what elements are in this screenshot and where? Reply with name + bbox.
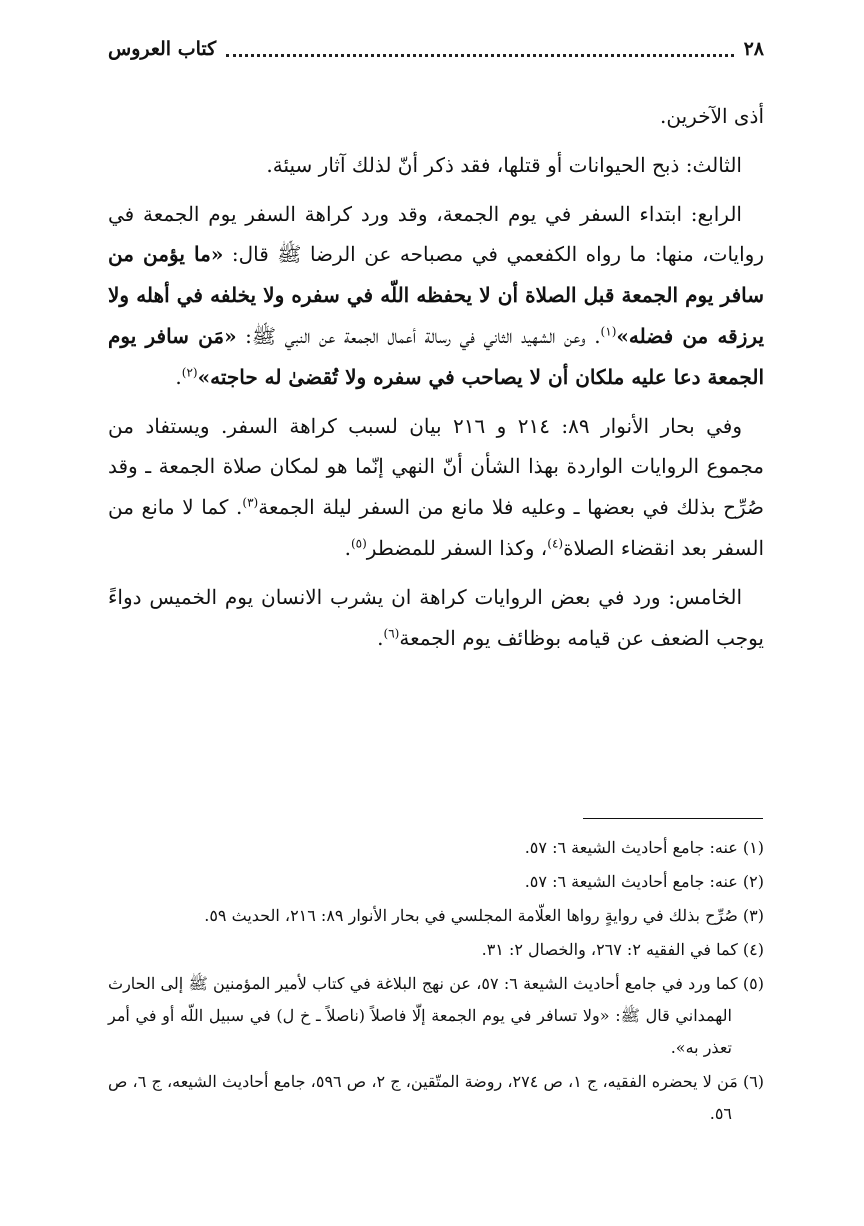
main-text: [108, 96, 764, 666]
paragraph-4-text-b: . كما لا مانع من السفر بعد انقضاء الصلاة: [108, 495, 764, 560]
footnote-5: (٥) كما ورد في جامع أحاديث الشيعة ٦: ٥٧، عن نهج البلاغة في كتاب لأمير المؤمنين ﷺ إلى الحارث الهمداني قال ﷺ: «ولا تسافر في يوم الجمعة إلّا فاصلاً (ناصلاً ـ خ ل) في سبيل اللّه أو في أمر تعذر به».: [108, 974, 765, 1057]
running-header: [108, 32, 764, 66]
footnote-ref-2[interactable]: (٢): [181, 365, 198, 380]
paragraph-1: أذى الآخرين.: [660, 104, 764, 128]
footnote-6: (٦) مَن لا يحضره الفقيه، ج ١، ص ٢٧٤، روضة المتّقين، ج ٢، ص ٥٩٦، جامع أحاديث الشيعه، ج ٦، ص ٥٦.: [108, 1072, 765, 1123]
paragraph-5-end: .: [377, 625, 384, 650]
book-title: كتاب العروس: [108, 38, 217, 60]
paragraph-3: [108, 194, 764, 398]
paragraph-5-text: الخامس: ورد في بعض الروايات كراهة ان يشرب الانسان يوم الخميس دواءً يوجب الضعف عن قيامه بوظائف يوم الجمعة: [108, 584, 764, 650]
header-leader-dots: [226, 54, 733, 57]
paragraph-3-text-a: الرابع: ابتداء السفر في يوم الجمعة، وقد ورد كراهة السفر يوم الجمعة في روايات، منها: ما رواه الكفعمي في مصباحه عن الرضا ﷺ قال:: [108, 201, 764, 267]
footnote-ref-6[interactable]: (٦): [383, 625, 400, 640]
paragraph-3-end: .: [175, 364, 182, 389]
paragraph-4: [108, 406, 764, 569]
footnote-3: (٣) صُرِّح بذلك في روايةٍ رواها العلّامة المجلسي في بحار الأنوار ٨٩: ٢١٦، الحديث ٥٩.: [204, 906, 764, 925]
footnote-ref-1[interactable]: (١): [600, 324, 617, 339]
paragraph-5: [108, 577, 764, 659]
paragraph-4-end: .: [344, 535, 351, 560]
footnote-2: (٢) عنه: جامع أحاديث الشيعة ٦: ٥٧.: [524, 872, 764, 891]
footnote-1: (١) عنه: جامع أحاديث الشيعة ٦: ٥٧.: [524, 838, 764, 857]
footnote-ref-5[interactable]: (٥): [350, 536, 367, 551]
footnotes: [108, 832, 764, 1132]
paragraph-4-text-c: ، وكذا السفر للمضطر: [366, 535, 548, 560]
footnote-ref-4[interactable]: (٤): [547, 536, 564, 551]
quote-rida: «ما يؤمن من سافر يوم الجمعة قبل الصلاة أن لا يحفظه اللّه في سفره ولا يخلفه في أهله ولا يرزقه من فضله»: [108, 242, 765, 348]
book-page: [108, 0, 764, 1226]
footnote-separator: [583, 818, 763, 819]
footnote-4: (٤) كما في الفقيه ٢: ٢٦٧، والخصال ٢: ٣١.: [481, 940, 764, 959]
paragraph-4-text-a: وفي بحار الأنوار ٨٩: ٢١٤ و ٢١٦ بيان لسبب كراهة السفر. ويستفاد من مجموع الروايات الواردة بهذا الشأن أنّ النهي إنّما هو لمكان صلاة الجمعة ـ وقد صُرِّح بذلك في بعضها ـ وعليه فلا مانع من السفر ليلة الجمعة: [108, 413, 764, 520]
paragraph-3-text-b: . وعن الشهيد الثاني في رسالة أعمال الجمعة عن النبي ﷺ:: [236, 323, 601, 348]
paragraph-2: الثالث: ذبح الحيوانات أو قتلها، فقد ذكر أنّ لذلك آثار سيئة.: [266, 152, 742, 177]
footnote-ref-3[interactable]: (٣): [242, 495, 259, 510]
page-number: ٢٨: [743, 38, 764, 60]
quote-prophet: «مَن سافر يوم الجمعة دعا عليه ملكان أن لا يصاحب في سفره ولا تُقضىٰ له حاجته»: [108, 323, 764, 389]
